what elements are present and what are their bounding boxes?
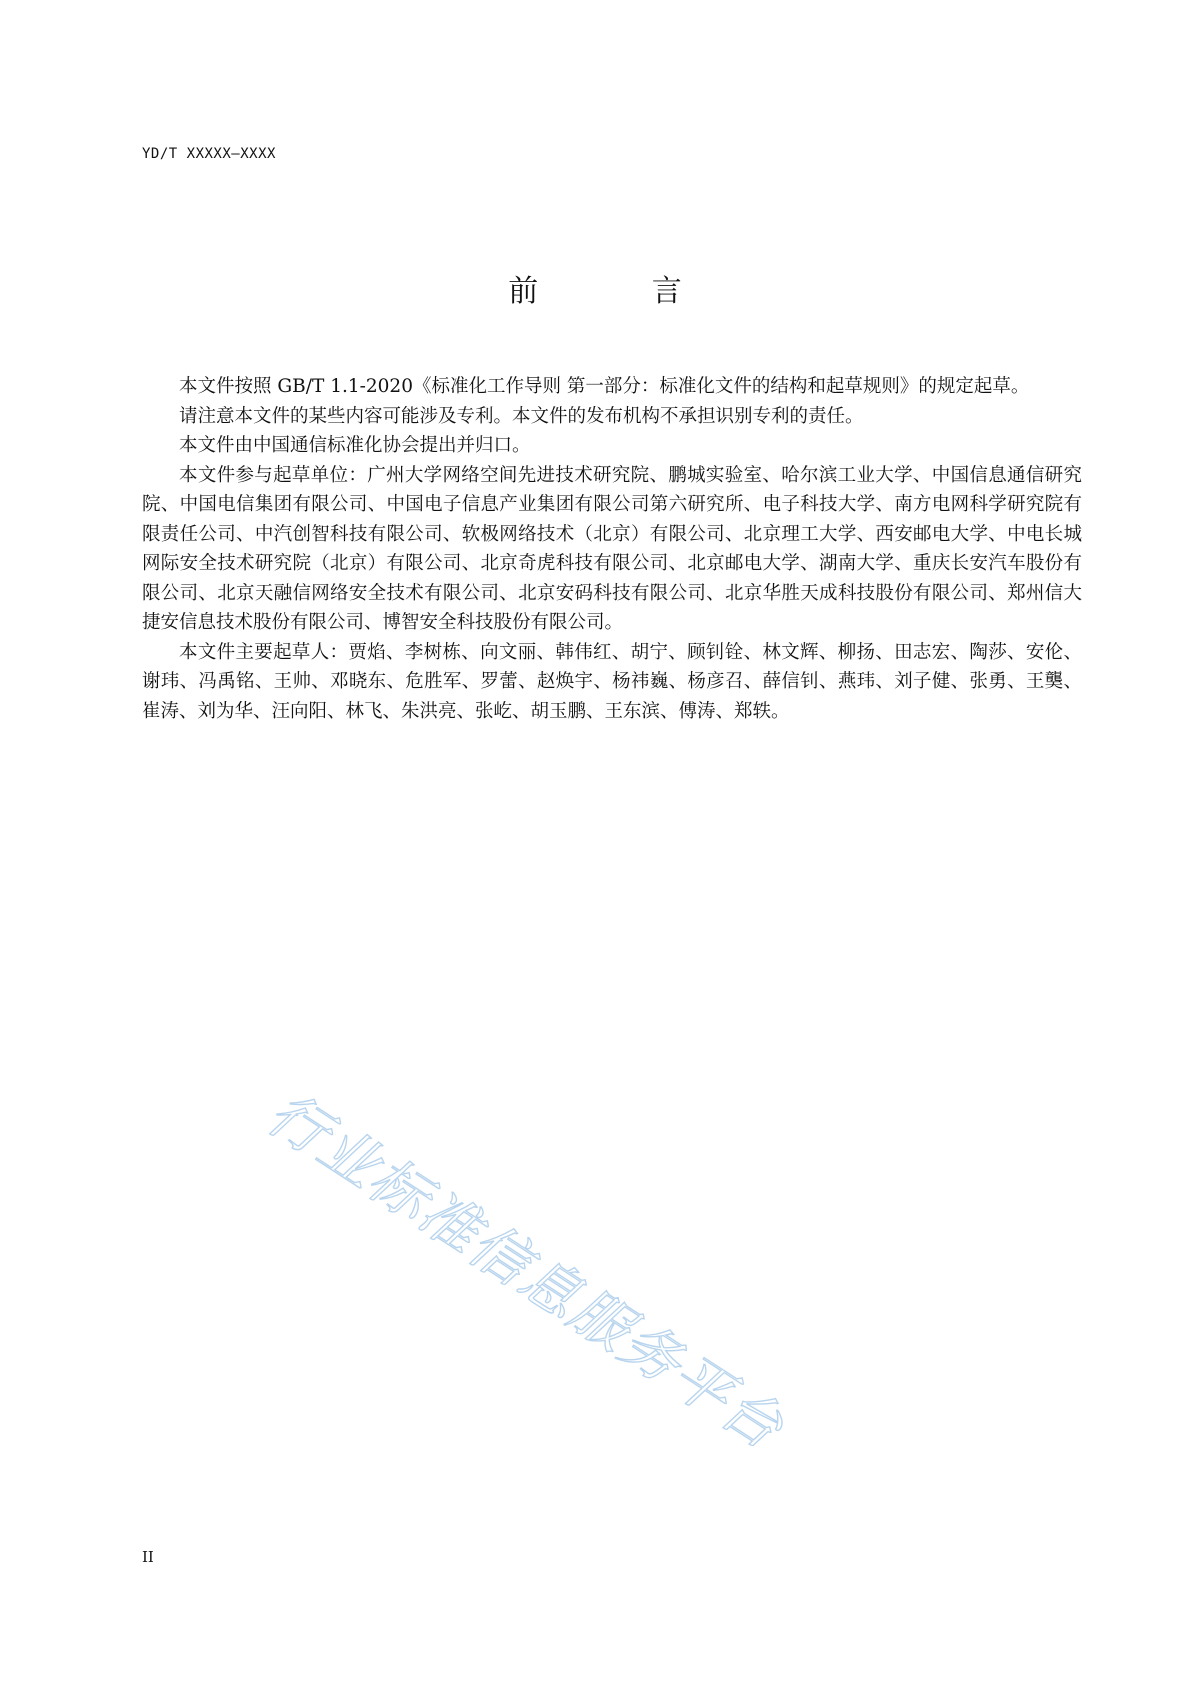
paragraph-drafters: 本文件主要起草人：贾焰、李树栋、向文丽、韩伟红、胡宁、顾钊铨、林文辉、柳扬、田志宏、陶莎、安伦、谢玮、冯禹铭、王帅、邓晓东、危胜军、罗蕾、赵焕宇、杨祎巍、杨彦召、薛信钊、燕玮、刘子健、张勇、王龑、崔涛、刘为华、汪向阳、林飞、朱洪亮、张屹、胡玉鹏、王东滨、傅涛、郑轶。 <box>142 641 1082 722</box>
watermark: 行业标准信息服务平台 <box>255 1078 797 1463</box>
foreword-body <box>142 372 1082 726</box>
paragraph-proposer: 本文件由中国通信标准化协会提出并归口。 <box>179 435 531 456</box>
page-number: II <box>142 1548 154 1566</box>
paragraph-drafting-rules: 本文件按照 GB/T 1.1-2020《标准化工作导则 第一部分：标准化文件的结构和起草规则》的规定起草。 <box>179 376 1030 397</box>
paragraph-drafting-units: 本文件参与起草单位：广州大学网络空间先进技术研究院、鹏城实验室、哈尔滨工业大学、中国信息通信研究院、中国电信集团有限公司、中国电子信息产业集团有限公司第六研究所、电子科技大学、南方电网科学研究院有限责任公司、中汽创智科技有限公司、软极网络技术（北京）有限公司、北京理工大学、西安邮电大学、中电长城网际安全技术研究院（北京）有限公司、北京奇虎科技有限公司、北京邮电大学、湖南大学、重庆长安汽车股份有限公司、北京天融信网络安全技术有限公司、北京安码科技有限公司、北京华胜天成科技股份有限公司、郑州信大捷安信息技术股份有限公司、博智安全科技股份有限公司。 <box>142 464 1082 633</box>
page-title: 前 言 <box>508 274 734 309</box>
paragraph-patent-notice: 请注意本文件的某些内容可能涉及专利。本文件的发布机构不承担识别专利的责任。 <box>179 405 864 427</box>
standard-code: YD/T XXXXX—XXXX <box>142 146 276 162</box>
